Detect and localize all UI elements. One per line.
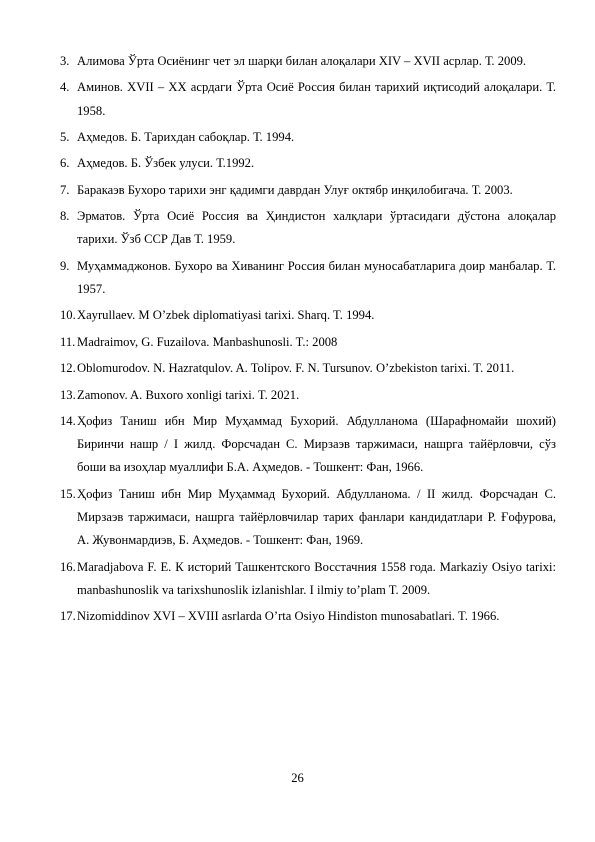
reference-item xyxy=(0,410,556,480)
reference-item xyxy=(0,179,556,202)
reference-text: Maradjabova F. E. К историй Ташкентского Восстачния 1558 года. Markaziy Osiyo tarixi: manbashunoslik va tarixshunoslik izlanishlar. I ilmiy to’plam T. 2009. xyxy=(77,559,556,597)
reference-item xyxy=(0,126,556,149)
reference-number: 5. xyxy=(60,129,70,144)
reference-text: Xayrullaev. M O’zbek diplomatiyasi tarixi. Sharq. T. 1994. xyxy=(77,308,375,323)
reference-number: 7. xyxy=(60,182,70,197)
reference-list xyxy=(0,50,595,631)
reference-item xyxy=(0,556,556,602)
reference-number: 17. xyxy=(60,609,76,624)
reference-item xyxy=(0,483,556,553)
reference-item xyxy=(0,152,556,175)
reference-item xyxy=(0,331,556,354)
reference-item xyxy=(0,50,556,73)
reference-text: Ҳофиз Таниш ибн Мир Муҳаммад Бухорий. Абдулланома (Шарафномайи шохий) Биринчи нашр / I жилд. Форсчадан С. Мирзаэв таржимаси, нашрга тайёрловчи, сўз боши ва изоҳлар муаллифи Б.А. Аҳмедов. - Тошкент: Фан, 1966. xyxy=(77,413,556,475)
reference-item xyxy=(0,255,556,301)
reference-text: Аминов. XVII – XX асрдаги Ўрта Осиё Россия билан тарихий иқтисодий алоқалари. Т. 1958. xyxy=(77,80,556,118)
reference-number: 16. xyxy=(60,559,76,574)
reference-number: 8. xyxy=(60,209,70,224)
reference-number: 4. xyxy=(60,80,70,95)
reference-number: 11. xyxy=(60,334,76,349)
reference-item xyxy=(0,357,556,380)
reference-text: Oblomurodov. N. Hazratqulov. A. Tolipov. F. N. Tursunov. O’zbekiston tarixi. T. 2011. xyxy=(77,361,515,376)
reference-text: Аҳмедов. Б. Тарихдан сабоқлар. Т. 1994. xyxy=(77,129,295,144)
reference-item xyxy=(0,76,556,122)
reference-text: Nizomiddinov XVI – XVIII asrlarda O’rta Osiyo Hindiston munosabatlari. T. 1966. xyxy=(77,609,500,624)
reference-number: 10. xyxy=(60,308,76,323)
reference-text: Madraimov, G. Fuzailova. Manbashunosli. T.: 2008 xyxy=(77,334,338,349)
reference-text: Ҳофиз Таниш ибн Мир Муҳаммад Бухорий. Абдулланома. / II жилд. Форсчадан С. Мирзаэв таржимаси, нашрга тайёрловчилар тарих фанлари кандидатлари Р. Ғофурова, А. Жувонмардиэв, Б. Аҳмедов. - Тошкент: Фан, 1969. xyxy=(77,486,556,548)
reference-item xyxy=(0,304,556,327)
reference-text: Эрматов. Ўрта Осиё Россия ва Ҳиндистон халқлари ўртасидаги дўстона алоқалар тарихи. Ўзб ССР Дав Т. 1959. xyxy=(77,209,556,247)
reference-text: Zamonov. A. Buxoro xonligi tarixi. T. 2021. xyxy=(77,387,300,402)
reference-text: Алимова Ўрта Осиёнинг чет эл шарқи билан алоқалари XIV – XVII асрлар. Т. 2009. xyxy=(77,54,527,68)
page-number: 26 xyxy=(291,771,304,785)
reference-item xyxy=(0,205,556,251)
reference-number: 6. xyxy=(60,156,70,171)
reference-number: 12. xyxy=(60,361,76,376)
reference-text: Муҳаммаджонов. Бухоро ва Хиванинг Россия билан муносабатларига доир манбалар. Т. 1957. xyxy=(77,258,556,296)
reference-number: 14. xyxy=(60,413,76,428)
reference-item xyxy=(0,384,556,407)
reference-text: Аҳмедов. Б. Ўзбек улуси. Т.1992. xyxy=(77,156,255,171)
reference-text: Баракаэв Бухоро тарихи энг қадимги даврдан Улуғ октябр инқилобигача. Т. 2003. xyxy=(77,182,513,197)
reference-number: 13. xyxy=(60,387,76,402)
reference-number: 3. xyxy=(60,54,70,68)
reference-number: 9. xyxy=(60,258,70,273)
reference-number: 15. xyxy=(60,486,76,501)
reference-item xyxy=(0,605,556,628)
